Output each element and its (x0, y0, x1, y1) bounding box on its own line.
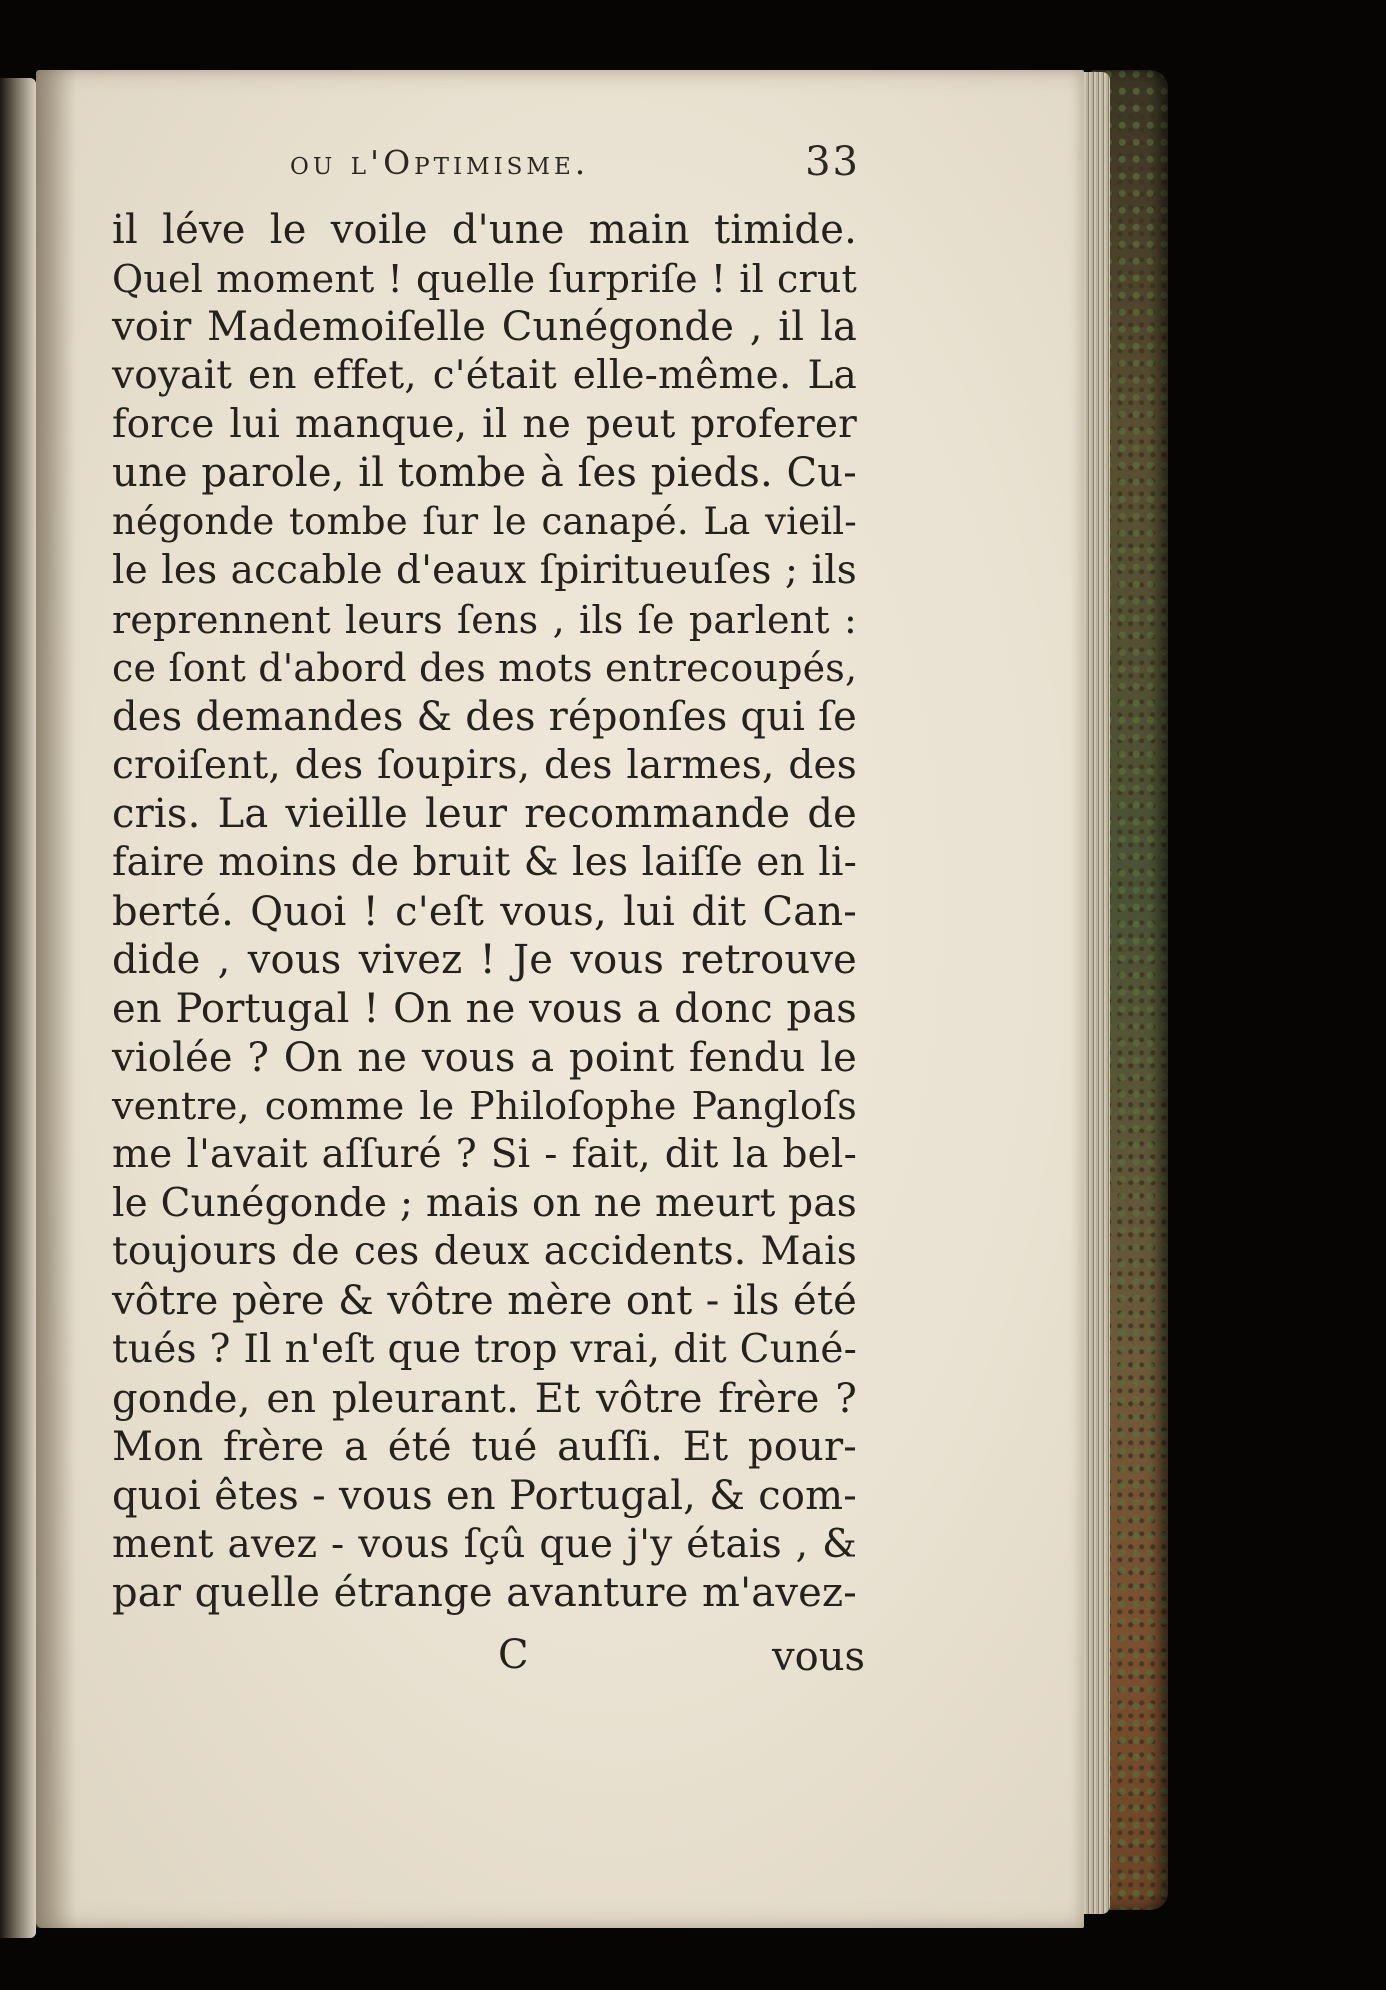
signature-mark: C (498, 1632, 529, 1678)
text-line: force lui manque, il ne peut proferer (112, 401, 857, 447)
text-line: violée ? On ne vous a point fendu le (112, 1034, 857, 1081)
text-line: reprennent leurs ſens , ils ſe parlent : (112, 597, 857, 642)
text-line: en Portugal ! On ne vous a donc pas (112, 986, 857, 1032)
text-line: négonde tombe ſur le canapé. La vieil- (112, 500, 857, 544)
text-line: berté. Quoi ! c'eſt vous, lui dit Can- (112, 888, 857, 935)
text-line: le Cunégonde ; mais on ne meurt pas (112, 1180, 857, 1226)
text-line: des demandes & des réponſes qui ſe (112, 693, 857, 740)
catchword: vous (772, 1634, 865, 1680)
text-line: Mon frère a été tué auſſi. Et pour- (112, 1424, 857, 1471)
text-line: ment avez - vous ſçû que j'y étais , & (112, 1521, 857, 1567)
gutter-shadow (36, 70, 76, 1928)
text-line: une parole, il tombe à ſes pieds. Cu- (112, 450, 857, 497)
text-line: le les accable d'eaux ſpiritueuſes ; ils (112, 547, 857, 593)
text-line: ventre, comme le Philoſophe Pangloſs (112, 1084, 857, 1129)
text-line: ce ſont d'abord des mots entrecoupés, (112, 646, 858, 691)
text-line: me l'avait aſſuré ? Si - fait, dit la bel- (112, 1132, 857, 1178)
page-number: 33 (805, 139, 860, 185)
text-line: quoi êtes - vous en Portugal, & com- (112, 1472, 857, 1519)
running-head (290, 139, 860, 193)
text-line: voyait en effet, c'était elle-même. La (112, 353, 857, 399)
text-line: tués ? Il n'eſt que trop vrai, dit Cuné- (112, 1326, 857, 1372)
text-line: par quelle étrange avanture m'avez- (112, 1570, 857, 1617)
previous-page-edge (0, 78, 36, 1938)
text-line: gonde, en pleurant. Et vôtre frère ? (112, 1375, 857, 1422)
page-footer (120, 1632, 865, 1682)
text-line: cris. La vieille leur recommande de (112, 791, 857, 838)
text-line: il léve le voile d'une main timide. (112, 207, 857, 253)
running-title: ou l'Optimisme. (290, 143, 590, 182)
text-line: vôtre père & vôtre mère ont - ils été (112, 1278, 857, 1325)
text-line: toujours de ces deux accidents. Mais (112, 1229, 857, 1275)
body-text (112, 206, 857, 1618)
text-line: croiſent, des ſoupirs, des larmes, des (112, 742, 857, 788)
text-line: dide , vous vivez ! Je vous retrouve (112, 937, 857, 984)
text-line: faire moins de bruit & les laiſſe en li- (112, 839, 857, 885)
text-line: Quel moment ! quelle ſurpriſe ! il crut (112, 256, 857, 301)
text-line: voir Mademoiſelle Cunégonde , il la (112, 304, 857, 351)
